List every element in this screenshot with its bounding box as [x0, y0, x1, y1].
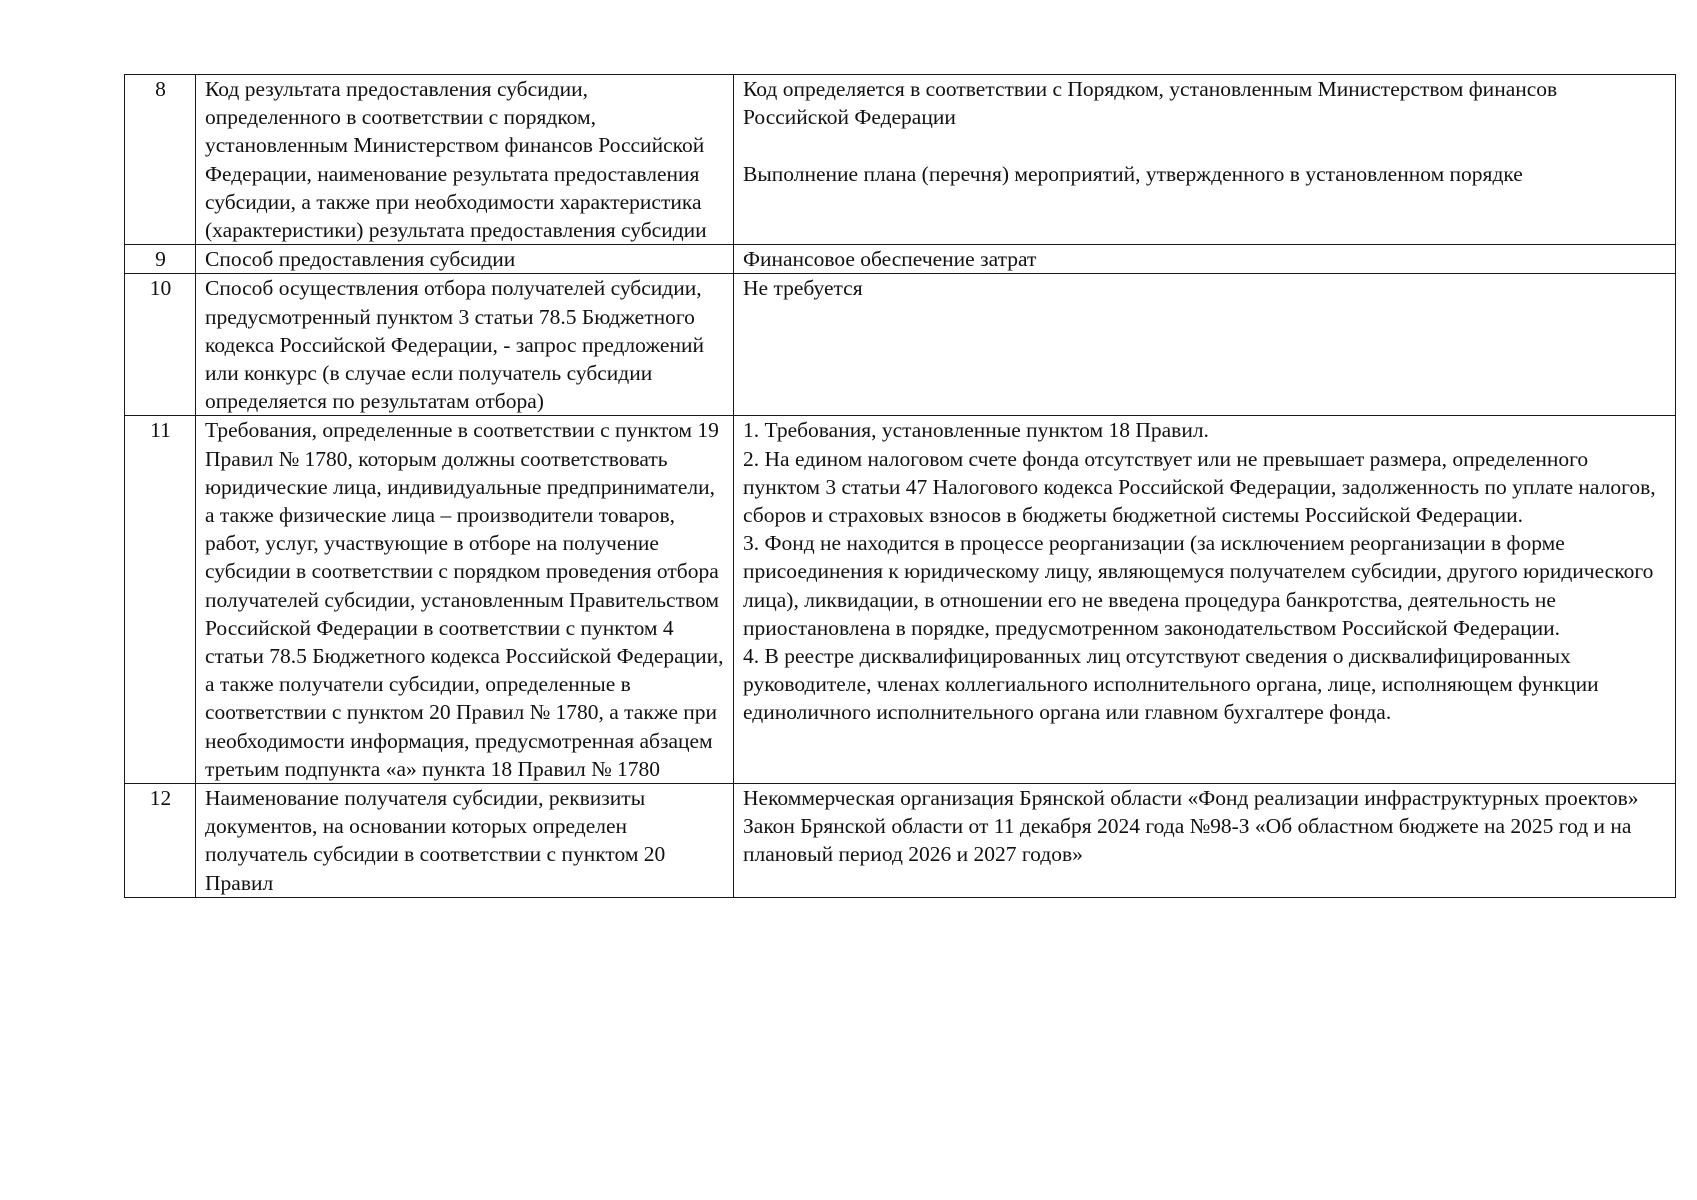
row-number: 12	[125, 784, 196, 898]
parameter-value	[734, 784, 1676, 898]
parameter-name: Способ предоставления субсидии	[196, 245, 734, 274]
table-row	[125, 75, 1676, 245]
value-paragraph: 4. В реестре дисквалифицированных лиц отсутствуют сведения о дисквалифицированных руководителе, членах коллегиального исполнительного органа, лице, исполняющем функции единоличного исполнительного органа или главном бухгалтере фонда.	[743, 644, 1599, 725]
parameter-value	[734, 245, 1676, 274]
parameter-name: Требования, определенные в соответствии с пунктом 19 Правил № 1780, которым должны соответствовать юридические лица, индивидуальные предприниматели, а также физические лица – производители товаров, работ, услуг, участвующие в отборе на получение субсидии в соответствии с порядком проведения отбора получателей субсидии, установленным Правительством Российской Федерации в соответствии с пунктом 4 статьи 78.5 Бюджетного кодекса Российской Федерации, а также получатели субсидии, определенные в соответствии с пунктом 20 Правил № 1780, а также при необходимости информация, предусмотренная абзацем третьим подпункта «а» пункта 18 Правил № 1780	[196, 416, 734, 784]
value-paragraph: 2. На едином налоговом счете фонда отсутствует или не превышает размера, определенного пунктом 3 статьи 47 Налогового кодекса Российской Федерации, задолженность по уплате налогов, сборов и страховых взносов в бюджеты бюджетной системы Российской Федерации.	[743, 446, 1656, 528]
parameter-name: Способ осуществления отбора получателей субсидии, предусмотренный пунктом 3 статьи 78.5 Бюджетного кодекса Российской Федерации, - запрос предложений или конкурс (в случае если получатель субсидии определяется по результатам отбора)	[196, 274, 734, 416]
value-paragraph: Не требуется	[743, 276, 863, 301]
table-row	[125, 245, 1676, 274]
value-paragraph: Код определяется в соответствии с Порядком, установленным Министерством финансов Российской Федерации	[743, 77, 1558, 130]
value-paragraph: Закон Брянской области от 11 декабря 2024 года №98-З «Об областном бюджете на 2025 год и на плановый период 2026 и 2027 годов»	[743, 814, 1632, 867]
table-row	[125, 784, 1676, 898]
value-paragraph: Некоммерческая организация Брянской области «Фонд реализации инфраструктурных проектов»	[743, 786, 1639, 811]
parameter-name: Наименование получателя субсидии, реквизиты документов, на основании которых определен получатель субсидии в соответствии с пунктом 20 Правил	[196, 784, 734, 898]
paragraph-gap	[743, 131, 1667, 159]
parameter-value	[734, 274, 1676, 416]
row-number: 10	[125, 274, 196, 416]
row-number: 9	[125, 245, 196, 274]
value-paragraph: 1. Требования, установленные пунктом 18 Правил.	[743, 418, 1209, 443]
table-row	[125, 416, 1676, 784]
row-number: 11	[125, 416, 196, 784]
parameter-value	[734, 416, 1676, 784]
value-paragraph: Финансовое обеспечение затрат	[743, 247, 1037, 272]
subsidy-parameters-table	[124, 74, 1676, 898]
parameter-name: Код результата предоставления субсидии, определенного в соответствии с порядком, установленным Министерством финансов Российской Федерации, наименование результата предоставления субсидии, а также при необходимости характеристика (характеристики) результата предоставления субсидии	[196, 75, 734, 245]
value-paragraph: 3. Фонд не находится в процессе реорганизации (за исключением реорганизации в форме присоединения к юридическому лицу, являющемуся получателем субсидии, другого юридического лица), ликвидации, в отношении его не введена процедура банкротства, деятельность не приостановлена в порядке, предусмотренном законодательством Российской Федерации.	[743, 531, 1654, 640]
table-row	[125, 274, 1676, 416]
parameter-value	[734, 75, 1676, 245]
value-paragraph: Выполнение плана (перечня) мероприятий, утвержденного в установленном порядке	[743, 161, 1523, 186]
row-number: 8	[125, 75, 196, 245]
